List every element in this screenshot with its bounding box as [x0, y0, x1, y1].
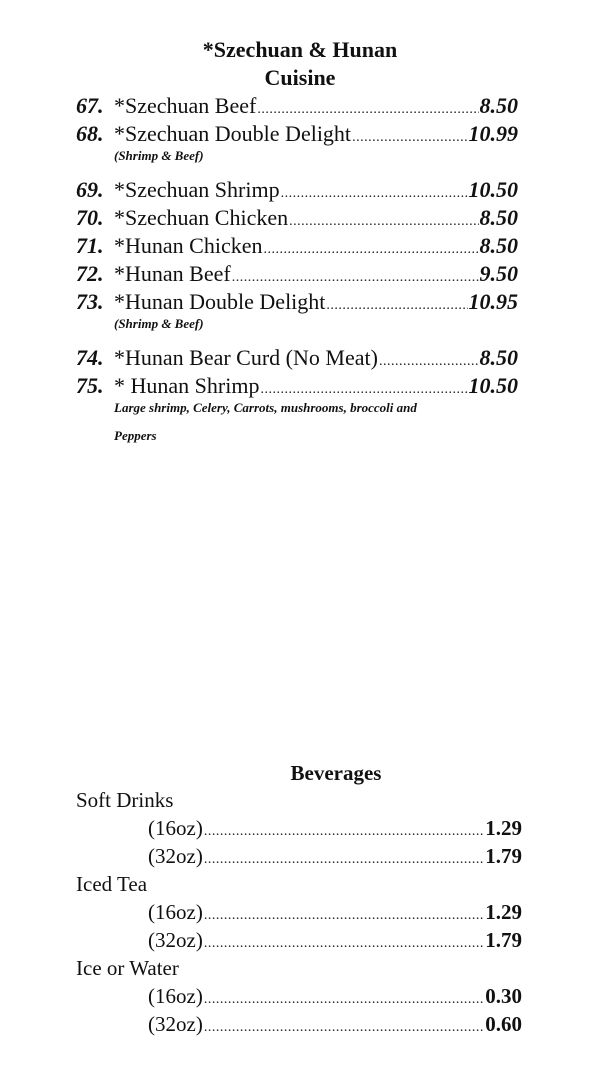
beverage-size: (32oz) — [148, 1012, 203, 1036]
dot-leader — [352, 124, 467, 152]
beverage-price: 0.30 — [485, 984, 522, 1008]
item-number: 68. — [76, 121, 104, 146]
item-name: *Hunan Double Delight — [114, 289, 326, 314]
menu-item — [76, 344, 518, 372]
item-number: 75. — [76, 373, 104, 398]
dot-leader — [204, 1015, 484, 1041]
dot-leader — [204, 987, 484, 1013]
section-title-line2: Cuisine — [264, 65, 336, 90]
beverage-size-row — [148, 1011, 522, 1037]
item-price: 8.50 — [479, 205, 518, 230]
dot-leader — [204, 903, 484, 929]
item-number: 74. — [76, 345, 104, 370]
beverage-category: Ice or Water — [76, 956, 179, 980]
item-number: 72. — [76, 261, 104, 286]
item-number: 67. — [76, 93, 104, 118]
item-name: *Szechuan Double Delight — [114, 121, 352, 146]
item-price: 8.50 — [479, 345, 518, 370]
item-name: *Szechuan Beef — [114, 93, 257, 118]
item-number: 70. — [76, 205, 104, 230]
item-note-continued: Peppers — [114, 428, 157, 443]
menu-item — [76, 176, 518, 204]
dot-leader — [204, 931, 484, 957]
item-price: 10.95 — [468, 289, 518, 314]
beverage-price: 1.79 — [485, 928, 522, 952]
beverage-price: 0.60 — [485, 1012, 522, 1036]
beverage-price: 1.29 — [485, 816, 522, 840]
menu-item — [76, 92, 518, 120]
item-price: 8.50 — [479, 93, 518, 118]
dot-leader — [204, 847, 484, 873]
menu-item — [76, 260, 518, 288]
beverage-category: Iced Tea — [76, 872, 148, 896]
item-price: 10.99 — [468, 121, 518, 146]
beverage-price: 1.79 — [485, 844, 522, 868]
beverage-size: (16oz) — [148, 900, 203, 924]
beverage-size: (16oz) — [148, 984, 203, 1008]
item-price: 10.50 — [468, 177, 518, 202]
dot-leader — [204, 819, 484, 845]
item-number: 71. — [76, 233, 104, 258]
item-note: (Shrimp & Beef) — [114, 316, 204, 331]
section-title-beverages: Beverages — [290, 761, 382, 785]
item-name: *Hunan Beef — [114, 261, 231, 286]
item-price: 8.50 — [479, 233, 518, 258]
item-name: *Szechuan Chicken — [114, 205, 289, 230]
item-number: 69. — [76, 177, 104, 202]
beverage-size-row — [148, 983, 522, 1009]
section-title-line1: *Szechuan & Hunan — [202, 37, 398, 62]
beverage-size-row — [148, 815, 522, 841]
menu-item — [76, 288, 518, 316]
section-title-szechuan — [100, 36, 500, 92]
beverage-price: 1.29 — [485, 900, 522, 924]
item-name: *Hunan Bear Curd (No Meat) — [114, 345, 378, 370]
beverage-size: (32oz) — [148, 928, 203, 952]
menu-item — [76, 204, 518, 232]
dot-leader — [326, 292, 467, 320]
menu-item — [76, 372, 518, 400]
item-name: * Hunan Shrimp — [114, 373, 260, 398]
beverage-size-row — [148, 843, 522, 869]
item-note: (Shrimp & Beef) — [114, 148, 204, 163]
item-number: 73. — [76, 289, 104, 314]
item-note: Large shrimp, Celery, Carrots, mushrooms, broccoli and — [114, 400, 417, 415]
item-name: *Szechuan Shrimp — [114, 177, 280, 202]
beverage-size-row — [148, 899, 522, 925]
beverage-size-row — [148, 927, 522, 953]
menu-item — [76, 232, 518, 260]
beverage-category: Soft Drinks — [76, 788, 174, 812]
beverage-size: (32oz) — [148, 844, 203, 868]
item-price: 10.50 — [468, 373, 518, 398]
item-name: *Hunan Chicken — [114, 233, 263, 258]
item-price: 9.50 — [479, 261, 518, 286]
menu-item — [76, 120, 518, 148]
beverage-size: (16oz) — [148, 816, 203, 840]
